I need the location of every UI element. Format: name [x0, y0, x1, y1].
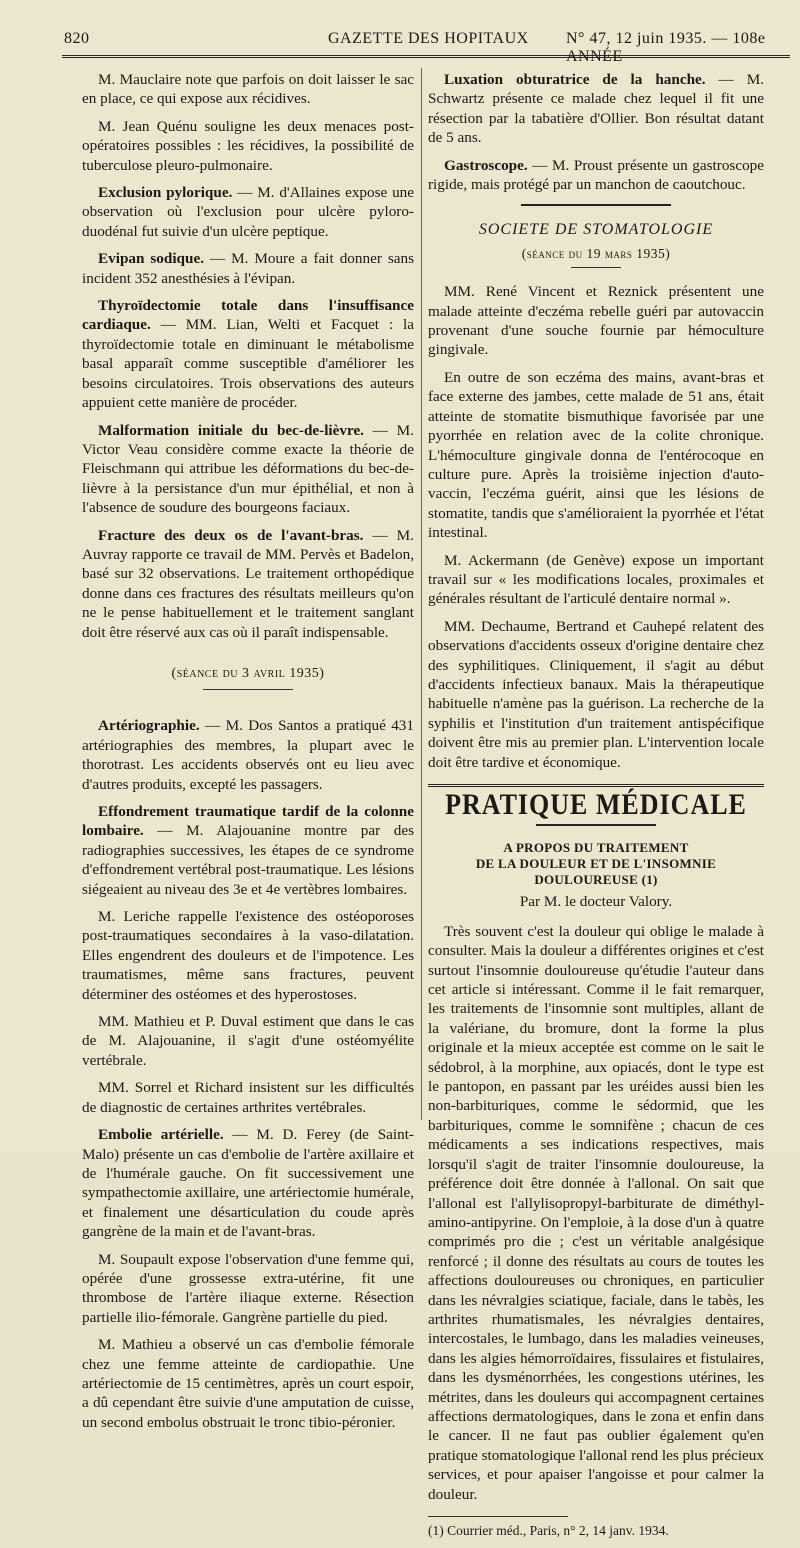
page-number: 820 [64, 30, 90, 47]
paragraph [82, 526, 414, 642]
session-heading [82, 664, 414, 690]
paragraph: MM. Dechaume, Bertrand et Cauhepé relatent des observations d'accidents osseux d'origine dentaire chez des syphilitiques. Cliniquement, il s'agit au début d'accidents infectieux banaux. Mais la thérapeutique habituelle n'amène pas la guérison. La recherche de la syphilis et l'institution d'un traitement antispécifique doivent être mis au premier plan. L'intervention locale doit être tardive et économique. [428, 617, 764, 771]
society-session: (séance du 19 mars 1935) [521, 245, 671, 261]
paragraph: M. Soupault expose l'observation d'une femme qui, opérée d'une grossesse extra-utérine, fit une thrombose de l'artère iliaque externe. Résection partielle ilio-fémorale. Gangrène partielle du pied. [82, 1250, 414, 1326]
left-column [82, 70, 414, 1440]
issue-info: N° 47, 12 juin 1935. — 108e ANNÉE [566, 30, 766, 65]
footnote: (1) Courrier méd., Paris, n° 2, 14 janv. 1934. [428, 1523, 669, 1538]
paragraph: M. Leriche rappelle l'existence des ostéoporoses post-traumatiques secondaires à la vaso-dilatation. Elles engendrent des douleurs et de l'impotence. Les traumatismes, même sans fractures, peuvent déterminer des ostéomes et des hyperostoses. [82, 908, 414, 1003]
section-rule [521, 204, 671, 206]
session-rule [203, 689, 293, 690]
section-text: — M. Schwartz présente ce malade chez lequel il fit une résection par la tabatière d'Ollier. Bon résultat datant de 5 ans. [428, 71, 764, 147]
society-title: SOCIETE DE STOMATOLOGIE [478, 221, 714, 239]
heading-rule [536, 824, 656, 826]
section-title: Fracture des deux os de l'avant-bras. [98, 526, 364, 544]
paragraph [82, 421, 414, 518]
section-title: Evipan sodique. [98, 250, 204, 268]
section-text: — M. Victor Veau considère comme exacte la théorie de Fleischmann qui attribue les déformations du bec-de-lièvre à la persistance d'un mur épithélial, et non à l'absence de soudure des bourgeons faciaux. [82, 421, 414, 517]
paragraph: M. Mauclaire note que parfois on doit laisser le sac en place, ce qui expose aux récidives. [82, 71, 414, 108]
paragraph: En outre de son eczéma des mains, avant-bras et face externe des jambes, cette malade de 51 ans, était atteinte de stomatite bismuthique favorisée par une pyorrhée en relation avec de la colite chronique. L'hémoculture gingivale donna de l'entérocoque en culture pure. Après la troisième injection d'auto-vaccin, l'eczéma guérit, ainsi que les lésions de stomatite, tandis que s'amélioraient la pyorrhée et l'état intestinal. [428, 368, 764, 542]
article-heading: A PROPOS DU TRAITEMENT [503, 840, 689, 856]
section-title: Gastroscope. [444, 156, 528, 174]
section-title: Embolie artérielle. [98, 1126, 224, 1144]
section-title: Luxation obturatrice de la hanche. [444, 71, 706, 88]
article-byline: Par M. le docteur Valory. [519, 893, 673, 911]
paragraph [82, 716, 414, 794]
section-text: — M. Moure a fait donner sans incident 352 anesthésies à l'évipan. [82, 250, 414, 287]
paragraph [82, 249, 414, 288]
section-text: — M. d'Allaines expose une observation où l'exclusion pour ulcère pyloro-duodénal fut suivie d'un ulcère peptique. [82, 184, 414, 240]
right-column [428, 70, 764, 1548]
session-date: (séance du 3 avril 1935) [171, 665, 325, 681]
section-text: — M. Auvray rapporte ce travail de MM. Pervès et Badelon, basé sur 32 observations. Le traitement orthopédique donne dans ces fractures des résultats meilleurs qu'on ne le pense habituellement et le traitement sanglant doit être réservé aux cas où il paraît indispensable. [82, 526, 414, 641]
section-text: — M. Proust présente un gastroscope rigide, mais protégé par un manchon de caoutchouc. [428, 156, 764, 194]
journal-title: GAZETTE DES HOPITAUX [328, 30, 529, 47]
header-rule [62, 55, 790, 58]
column-divider [421, 68, 422, 1120]
paragraph: M. Mathieu a observé un cas d'embolie fémorale chez une femme atteinte de cardiopathie. Une artériectomie de 15 centimètres, après un court espoir, a dû cependant être suivie d'une amputation de cuisse, un second embolus obstruait le tronc tibio-péronier. [82, 1336, 414, 1431]
section-title: Exclusion pylorique. [98, 184, 233, 202]
paragraph [82, 183, 414, 241]
section-text: — MM. Lian, Welti et Facquet : la thyroïdectomie totale en diminuant le métabolisme basal apparaît comme susceptible d'améliorer les besoins circulatoires. Trois observations des auteurs appuient cette manière de procéder. [82, 316, 414, 412]
section-title: Artériographie. [98, 717, 200, 735]
paragraph [82, 1125, 414, 1241]
paragraph [82, 296, 414, 412]
section-title: Malformation initiale du bec-de-lièvre. [98, 421, 364, 439]
section-rule [428, 784, 764, 787]
paragraph: MM. René Vincent et Reznick présentent une malade atteinte d'eczéma rebelle guéri par autovaccin provenant d'une souche fournie par hémoculture gingivale. [428, 283, 764, 359]
section-text: — M. D. Ferey (de Saint-Malo) présente un cas d'embolie de l'artère axillaire et de l'humérale gauche. On fit successivement une sympathectomie axillaire, une artériectomie humérale, et finalement une désarticulation du coude après gangrène de la main et de l'avant-bras. [82, 1126, 414, 1241]
article-heading: DE LA DOULEUR ET DE L'INSOMNIE DOULOUREUSE (1) [475, 856, 717, 888]
paragraph [82, 802, 414, 899]
paragraph: MM. Sorrel et Richard insistent sur les difficultés de diagnostic de certaines arthrites vertébrales. [82, 1079, 414, 1116]
footnote-rule [428, 1516, 568, 1517]
paragraph: MM. Mathieu et P. Duval estiment que dans le cas de M. Alajouanine, il s'agit d'une ostéomyélite vertébrale. [82, 1013, 414, 1069]
section-title: Thyroïdectomie totale dans l'insuffisance cardiaque. [82, 297, 414, 334]
paragraph: Très souvent c'est la douleur qui oblige le malade à consulter. Mais la douleur a différentes origines et c'est surtout l'insomnie douloureuse qu'étudie l'auteur dans cet article si intéressant. Comme il le fait remarquer, les traitements de l'insomnie sont multiples, allant de la valériane, du bromure, dont la forme la plus originale et la mieux acceptée est comme on le sait le sédobrol, à la morphine, aux opiacés, dont le type est le pantopon, en passant par les uréides aussi bien les non-barbituriques, comme le sédormid, que les barbituriques, comme le somnifène ; chacun de ces médicaments a ses indications respectives, mais lorsqu'il s'agit de traiter l'insomnie douloureuse, la préférence doit être donnée à l'allonal. On sait que l'allonal est l'allylisopropyl-barbiturate de diméthyl-amino-antipyrine. On l'emploie, à la dose d'un à quatre comprimés pro die ; c'est un véritable analgésique renforcé ; il donne des résultats au cours de toutes les affections douloureuses ou chroniques, en particulier dans les névralgies sciatique, faciale, dans le tabès, les arthrites rhumatismales, les névralgies dentaires, intercostales, le lumbago, dans les maladies veineuses, dans les algies hémorroïdaires, fissulaires et fistulaires, dans les dysménorrhées, les congestions utérines, les métrites, dans les douleurs qui accompagnent certaines affections dermatologiques, dans le zona et enfin dans le cancer. Il ne faut pas oublier également qu'en pratique stomatologique l'allonal rend les plus précieux services, et pour apaiser l'angoisse et pour calmer la douleur. [428, 922, 764, 1503]
session-rule [571, 267, 621, 268]
paragraph: M. Jean Quénu souligne les deux menaces post-opératoires possibles : les récidives, la possibilité de tuberculose pleuro-pulmonaire. [82, 117, 414, 174]
paragraph [428, 70, 764, 148]
paragraph [428, 156, 764, 195]
section-text: — M. Alajouanine montre par des radiographies successives, les étapes de ce syndrome d'effondrement vertébral post-traumatique. Les lésions siégeaient au niveau des 3e et 4e vertèbres lombaires. [82, 822, 414, 898]
section-title: Effondrement traumatique tardif de la colonne lombaire. [82, 803, 414, 840]
paragraph: M. Ackermann (de Genève) expose un important travail sur « les modifications locales, proximales et générales résultant de l'articulé dentaire normal ». [428, 551, 764, 608]
section-text: — M. Dos Santos a pratiqué 431 artériographies des membres, la plupart avec le thorotrast. Les accidents observés ont eu lieu avec d'autres produits, excepté les passagers. [82, 717, 414, 793]
section-heading: PRATIQUE MÉDICALE [445, 787, 747, 822]
